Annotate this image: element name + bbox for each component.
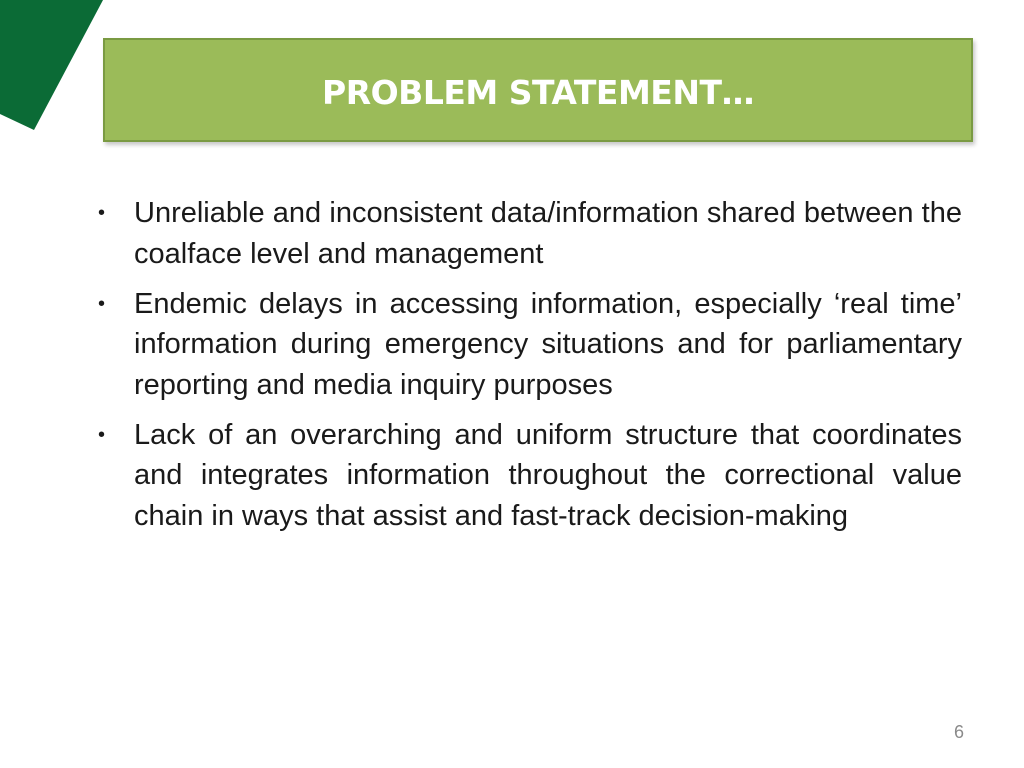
bullet-item <box>90 193 962 274</box>
slide-title: PROBLEM STATEMENT… <box>322 72 754 112</box>
bullet-text: Lack of an overarching and uniform structure that coordinates and integrates information throughout the correctional value chain in ways that assist and fast-track decision-making <box>134 418 962 532</box>
bullet-text: Endemic delays in accessing information, especially ‘real time’ information during emergency situations and for parliamentary reporting and media inquiry purposes <box>134 287 962 401</box>
corner-logo-icon <box>0 0 110 135</box>
bullet-marker: • <box>98 292 106 315</box>
bullet-marker: • <box>98 202 106 224</box>
page-number: 6 <box>953 722 964 742</box>
bullet-item <box>90 284 962 406</box>
bullet-item <box>90 415 962 537</box>
title-banner <box>103 38 973 142</box>
bullet-list <box>90 193 962 546</box>
bullet-text: Unreliable and inconsistent data/information shared between the coalface level and management <box>134 197 962 270</box>
bullet-marker: • <box>98 423 106 446</box>
